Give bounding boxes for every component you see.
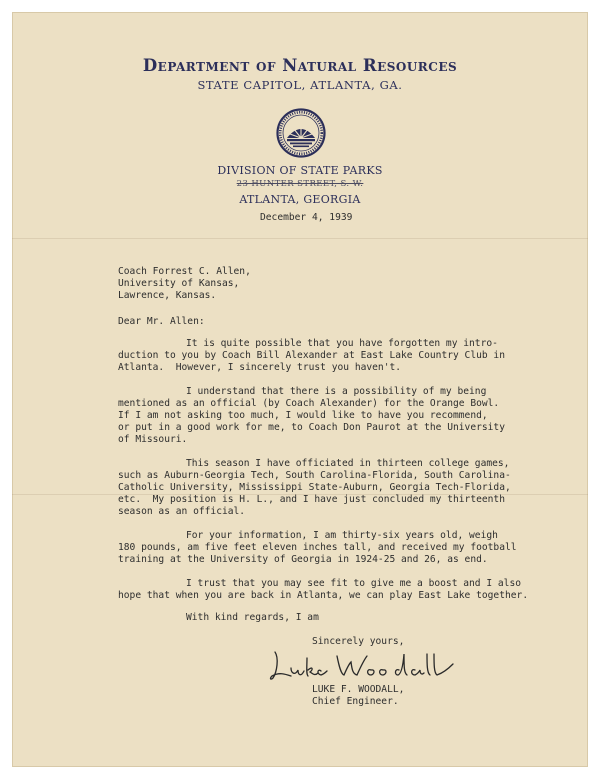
signer-title: Chief Engineer. <box>312 696 399 707</box>
state-seal-icon <box>276 108 326 158</box>
body-line: I understand that there is a possibility of my being <box>186 386 487 397</box>
closing: Sincerely yours, <box>312 636 405 647</box>
body-line: such as Auburn-Georgia Tech, South Carolina-Florida, South Carolina- <box>118 470 511 481</box>
division-name: DIVISION OF STATE PARKS <box>217 164 383 177</box>
body-line: mentioned as an official (by Coach Alexander) for the Orange Bowl. <box>118 398 500 409</box>
body-line: For your information, I am thirty-six years old, weigh <box>186 530 498 541</box>
body-line: training at the University of Georgia in 1924-25 and 26, as end. <box>118 554 488 565</box>
division-city: ATLANTA, GEORGIA <box>239 193 361 206</box>
handwritten-signature <box>267 646 457 686</box>
body-line: This season I have officiated in thirteen college games, <box>186 458 510 469</box>
recipient-line: University of Kansas, <box>118 278 240 289</box>
struck-street-address: 23 HUNTER STREET, S. W. <box>236 179 364 189</box>
body-line: or put in a good work for me, to Coach Don Paurot at the University <box>118 422 505 433</box>
department-location: STATE CAPITOL, ATLANTA, GA. <box>197 78 403 92</box>
recipient-line: Coach Forrest C. Allen, <box>118 266 251 277</box>
body-line: etc. My position is H. L., and I have just concluded my thirteenth <box>118 494 505 505</box>
fold-line <box>12 238 588 239</box>
body-line: hope that when you are back in Atlanta, we can play East Lake together. <box>118 590 529 601</box>
body-line: season as an official. <box>118 506 246 517</box>
body-line: Atlanta. However, I sincerely trust you haven't. <box>118 362 402 373</box>
body-line: I trust that you may see fit to give me a boost and I also <box>186 578 522 589</box>
body-line: Catholic University, Mississippi State-Auburn, Georgia Tech-Florida, <box>118 482 511 493</box>
department-name: Department of Natural Resources <box>142 56 458 75</box>
letter-date: December 4, 1939 <box>260 212 353 223</box>
body-line: duction to you by Coach Bill Alexander at East Lake Country Club in <box>118 350 505 361</box>
signer-name: LUKE F. WOODALL, <box>312 684 405 695</box>
body-line: It is quite possible that you have forgotten my intro- <box>186 338 498 349</box>
recipient-line: Lawrence, Kansas. <box>118 290 217 301</box>
letter-sheet <box>12 12 588 767</box>
salutation: Dear Mr. Allen: <box>118 316 205 327</box>
closing-remark: With kind regards, I am <box>186 612 319 623</box>
body-line: If I am not asking too much, I would like to have you recommend, <box>118 410 488 421</box>
body-line: 180 pounds, am five feet eleven inches tall, and received my football <box>118 542 517 553</box>
body-line: of Missouri. <box>118 434 188 445</box>
